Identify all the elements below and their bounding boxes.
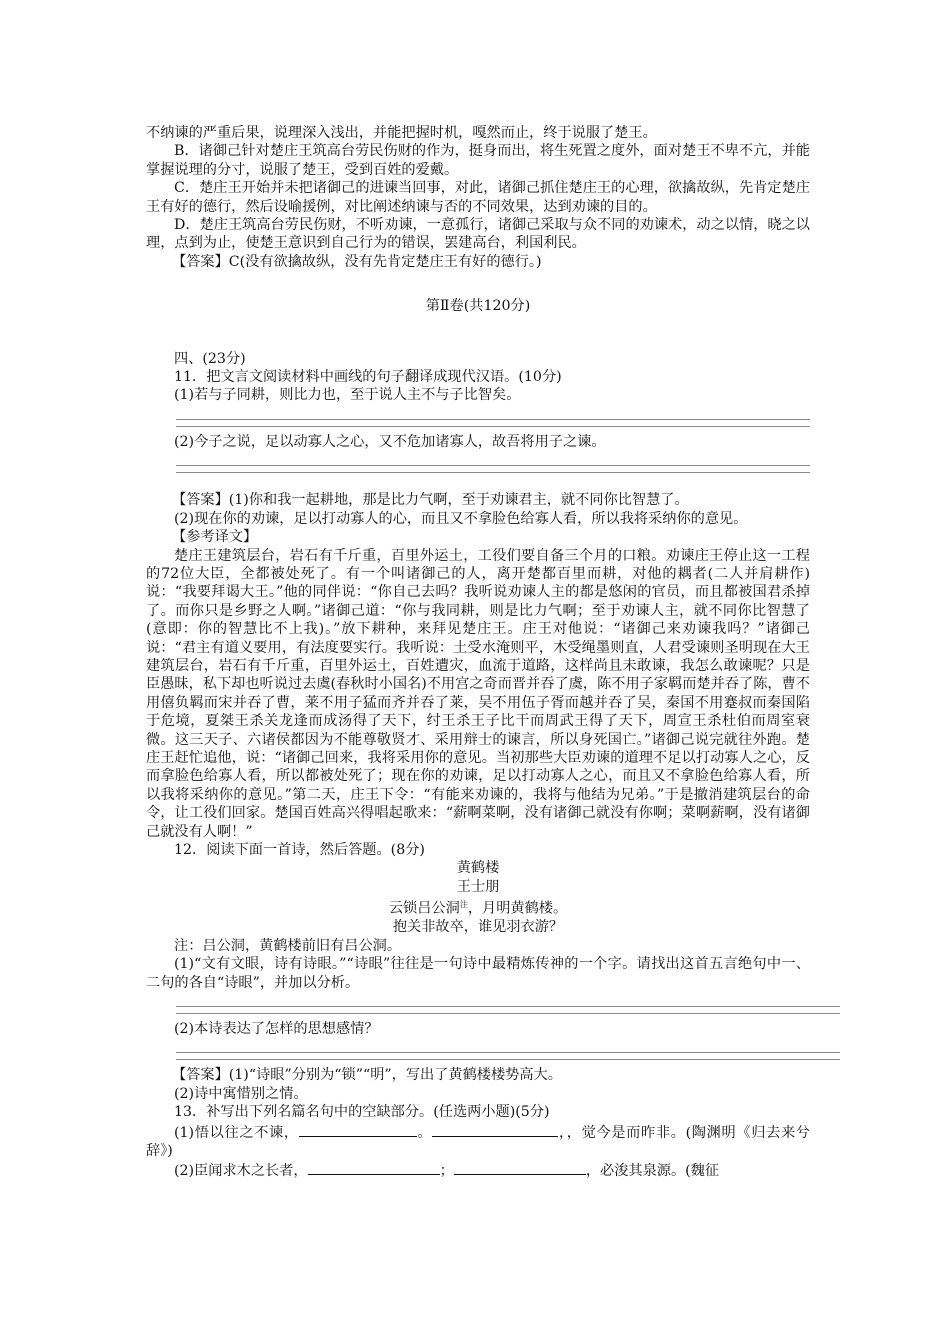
option-a-tail: 不纳谏的严重后果，说理深入浅出，并能把握时机，嘎然而止，终于说服了楚王。: [146, 125, 657, 141]
answer-q10: 【答案】C(没有欲擒故纵，没有先肯定楚庄王有好的德行。): [172, 253, 542, 270]
q11-answer-1: 【答案】(1)你和我一起耕地，那是比力气啊，至于劝谏君主，就不同你比智慧了。: [172, 492, 689, 509]
q12-answer-1: 【答案】(1)“诗眼”分别为“锁”“明”，写出了黄鹤楼楼势高大。: [172, 1067, 562, 1084]
q12-sub-2: (2)本诗表达了怎样的思想感情？: [174, 1020, 379, 1037]
exam-page: [146, 124, 810, 1181]
poem-line-2: 抱关非故卒，谁见羽衣游？: [392, 919, 564, 936]
option-b: B．诸御己针对楚庄王筑高台劳民伤财的作为，挺身而出，将生死置之度外，面对楚王不卑不亢，并能掌握说理的分寸，说服了楚王，受到百姓的爱戴。: [146, 143, 810, 178]
fill-blank[interactable]: [432, 1122, 558, 1137]
q11-sentence-1: (1)若与子同耕，则比力也，至于说人主不与子比智矣。: [174, 387, 521, 404]
poem-title: 黄鹤楼: [456, 860, 500, 877]
section-title: 第Ⅱ卷(共120分): [425, 298, 531, 315]
fill-blank[interactable]: [299, 1122, 417, 1137]
q11-stem: 11．把文言文阅读材料中画线的句子翻译成现代汉语。(10分): [174, 369, 562, 386]
option-c: C．楚庄王开始并未把诸御己的进谏当回事，对此，诸御己抓住楚庄王的心理，欲擒故纵，先肯定楚庄王有好的德行，然后设喻援例，对比阐述纳谏与否的不同效果，达到劝谏的目的。: [146, 180, 810, 215]
answer-line[interactable]: [176, 1059, 840, 1060]
q12-answer-2: (2)诗中寓惜别之情。: [174, 1085, 308, 1102]
q11-answer-2: (2)现在你的劝谏，足以打动寡人的心，而且又不拿脸色给寡人看，所以我将采纳你的意见。: [174, 510, 748, 527]
answer-line[interactable]: [176, 465, 810, 466]
fill-blank[interactable]: [454, 1160, 586, 1175]
reference-label: 【参考译文】: [172, 529, 258, 546]
reference-translation: 楚庄王建筑层台，岩石有千斤重，百里外运土，工役们要自备三个月的口粮。劝谏庄王停止这一工程的72位大臣，全都被处死了。有一个叫诸御己的人，离开楚都百里而耕，对他的耦者(二人并肩耕作)说：“我要拜谒大王。”他的同伴说：“你自己去吗？我听说劝谏人主的都是悠闲的官员，而且都被国君杀掉了。而你只是乡野之人啊。”诸御己道：“你与我同耕，则是比力气啊；至于劝谏人主，就不同你比智慧了(意即：你的智慧比不上我)。”放下耕种，来拜见楚庄王。庄王对他说：“诸御己来劝谏我吗？”诸御己说：“君主有道义要用，有法度要实行。我听说：土受水淹则平，木受绳墨则直，人君受谏则圣明现在大王建筑层台，岩石有千斤重，百里外运土，百姓遭灾，血流于道路，这样尚且未敢谏，我怎么敢谏呢？只是臣愚昧，私下却也听说过去虞(春秋时小国名)不用宫之奇而晋并吞了虞，陈不用子家羁而楚并吞了陈，曹不用僖负羁而宋并吞了曹，莱不用子猛而齐并吞了莱，吴不用伍子胥而越并吞了吴，秦国不用蹇叔而秦国陷于危境，夏桀王杀关龙逢而成汤得了天下，纣王杀王子比干而周武王得了天下，周宣王杀杜伯而周室衰微。这三天子、六诸侯都因为不能尊敬贤才、采用辩士的谏言，所以身死国亡。”诸御己说完就往外跑。楚庄王赶忙追他，说：“诸御己回来，我将采用你的意见。当初那些大臣劝谏的道理不足以打动寡人之心，反而拿脸色给寡人看，所以都被处死了；现在你的劝谏，足以打动寡人之心，而且又不拿脸色给寡人看，所以我将采纳你的意见。”第二天，庄王下令：“有能来劝谏的，我将与他结为兄弟。”于是撤消建筑层台的命令，让工役们回家。楚国百姓高兴得唱起歌来：“薪啊菜啊，没有诸御己就没有你啊；菜啊薪啊，没有诸御己就没有人啊！”: [146, 547, 810, 840]
q13-item-2: (2)臣闻求木之长者， ； ，必浚其泉源。(魏征: [146, 1160, 810, 1180]
answer-line[interactable]: [176, 419, 810, 420]
q11-sentence-2: (2)今子之说，足以动寡人之心，又不危加诸寡人，故吾将用子之谏。: [174, 433, 606, 450]
poem-note: 注：吕公洞，黄鹤楼前旧有吕公洞。: [174, 937, 402, 954]
answer-line[interactable]: [176, 426, 810, 427]
answer-line[interactable]: [176, 1013, 840, 1014]
poem-author: 王士朋: [456, 878, 500, 895]
poem-line-1: 云锁吕公洞$^注$，月明黄鹤楼。: [388, 900, 568, 917]
answer-line[interactable]: [176, 1006, 840, 1007]
option-d: D．楚庄王筑高台劳民伤财，不听劝谏，一意孤行，诸御己采取与众不同的劝谏术，动之以情，晓之以理，点到为止，使楚王意识到自己行为的错误，罢建高台，利国利民。: [146, 217, 810, 252]
fill-blank[interactable]: [308, 1160, 440, 1175]
q12-stem: 12．阅读下面一首诗，然后答题。(8分): [174, 842, 425, 858]
q12-sub-1: (1)“文有文眼，诗有诗眼。”“诗眼”往往是一句诗中最精炼传神的一个字。请找出这首五言绝句中一、二句的各自“诗眼”，并加以分析。: [146, 956, 810, 991]
q13-item-1: (1)悟以往之不谏， 。 ，，觉今是而昨非。(陶渊明《归去来兮辞》): [146, 1122, 810, 1161]
q13-stem: 13．补写出下列名篇名句中的空缺部分。(任选两小题)(5分): [174, 1104, 550, 1121]
part-heading: 四、(23分): [174, 350, 246, 367]
note-marker: 注: [459, 900, 468, 910]
answer-line[interactable]: [176, 472, 810, 473]
answer-line[interactable]: [176, 1052, 840, 1053]
